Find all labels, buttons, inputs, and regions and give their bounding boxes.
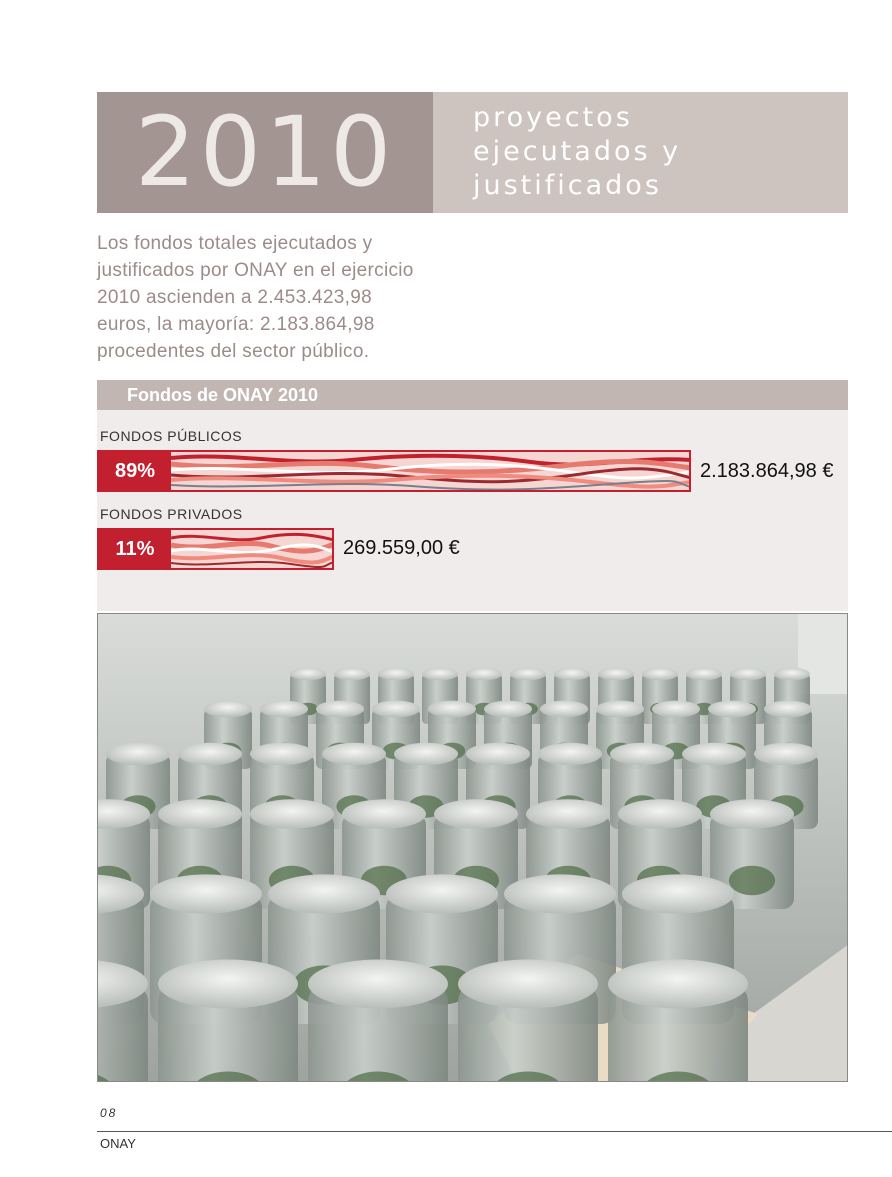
jar <box>308 960 448 1083</box>
private-funds-label: FONDOS PRIVADOS <box>100 506 243 522</box>
private-funds-bar <box>97 528 334 570</box>
jar <box>458 960 598 1083</box>
jar <box>158 960 298 1083</box>
intro-line: Los fondos totales ejecutados y <box>97 233 373 254</box>
photo-illustration <box>98 614 848 1082</box>
section-title-line-3: justificados <box>473 170 662 201</box>
footer-divider <box>97 1131 892 1132</box>
public-funds-bar <box>97 450 691 492</box>
funds-panel <box>97 380 848 611</box>
lab-jars-photo <box>97 613 848 1082</box>
footer-brand: ONAY <box>100 1136 136 1151</box>
year-heading: 2010 <box>97 92 433 213</box>
funds-panel-title: Fondos de ONAY 2010 <box>97 380 848 410</box>
intro-line: justificados por ONAY en el ejercicio <box>97 260 414 281</box>
jar <box>608 960 748 1083</box>
section-title <box>433 92 848 213</box>
private-funds-percent: 11% <box>99 530 171 568</box>
private-funds-amount: 269.559,00 € <box>343 537 460 559</box>
intro-line: procedentes del sector público. <box>97 341 370 362</box>
page-header <box>97 92 848 213</box>
public-funds-percent: 89% <box>99 452 171 490</box>
jar <box>98 960 148 1083</box>
intro-paragraph <box>97 230 457 365</box>
public-funds-bar-texture <box>171 452 691 490</box>
page-number: 08 <box>100 1106 118 1120</box>
public-funds-amount: 2.183.864,98 € <box>700 460 834 482</box>
section-title-line-2: ejecutados y <box>473 136 682 167</box>
intro-line: 2010 ascienden a 2.453.423,98 <box>97 287 372 308</box>
intro-line: euros, la mayoría: 2.183.864,98 <box>97 314 375 335</box>
private-funds-bar-texture <box>171 530 334 568</box>
public-funds-label: FONDOS PÚBLICOS <box>100 428 243 444</box>
section-title-line-1: proyectos <box>473 102 633 133</box>
